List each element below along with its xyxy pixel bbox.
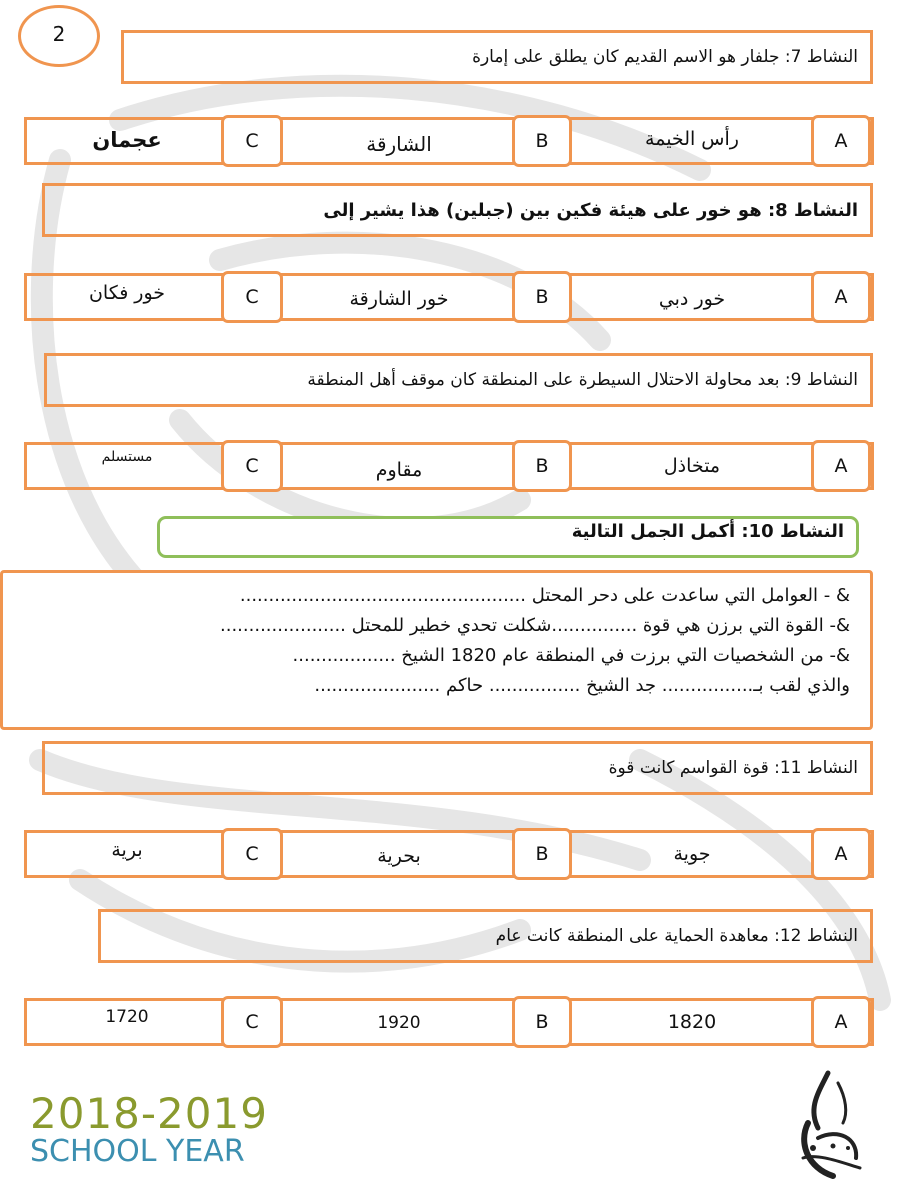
- option-b-label[interactable]: B: [512, 115, 572, 167]
- fill-in-line-3[interactable]: &- من الشخصيات التي برزت في المنطقة عام 1820 الشيخ ..................: [292, 645, 850, 666]
- option-c-label[interactable]: C: [221, 115, 283, 167]
- option-c-label[interactable]: C: [221, 828, 283, 880]
- option-c-label[interactable]: C: [221, 271, 283, 323]
- question-12-box: [98, 909, 873, 963]
- question-8-option-b[interactable]: خور الشارقة: [349, 288, 449, 310]
- fill-in-line-2[interactable]: &- القوة التي برزن هي قوة ...............شكلت تحدي خطير للمحتل ......................: [220, 615, 850, 636]
- school-year-footer: [30, 1089, 268, 1169]
- question-7-options: [24, 117, 874, 165]
- calligraphy-logo: [788, 1068, 868, 1183]
- question-7-box: [121, 30, 873, 84]
- page-number-badge: [18, 5, 100, 67]
- fill-in-line-1[interactable]: & - العوامل التي ساعدت على دحر المحتل ..................................................: [239, 585, 850, 606]
- question-9-box: [44, 353, 873, 407]
- option-a-label[interactable]: A: [811, 115, 871, 167]
- question-8-options: [24, 273, 874, 321]
- question-12-option-b[interactable]: 1920: [377, 1013, 421, 1033]
- question-8-text: النشاط 8: هو خور على هيئة فكين بين (جبلين) هذا يشير إلى: [323, 199, 858, 221]
- question-11-option-b[interactable]: بحرية: [377, 845, 421, 867]
- activity-10-title: النشاط 10: أكمل الجمل التالية: [571, 521, 844, 542]
- option-a-label[interactable]: A: [811, 828, 871, 880]
- option-a-label[interactable]: A: [811, 271, 871, 323]
- question-11-text: النشاط 11: قوة القواسم كانت قوة: [608, 758, 858, 778]
- question-9-option-b[interactable]: مقاوم: [375, 459, 423, 481]
- option-c-label[interactable]: C: [221, 996, 283, 1048]
- option-b-label[interactable]: B: [512, 996, 572, 1048]
- option-c-label[interactable]: C: [221, 440, 283, 492]
- question-8-option-a[interactable]: خور دبي: [658, 288, 726, 310]
- question-12-options: [24, 998, 874, 1046]
- question-11-option-a[interactable]: جوية: [673, 843, 711, 865]
- question-9-options: [24, 442, 874, 490]
- question-12-text: النشاط 12: معاهدة الحماية على المنطقة كانت عام: [495, 926, 858, 946]
- option-a-label[interactable]: A: [811, 996, 871, 1048]
- question-7-option-c[interactable]: عجمان: [92, 128, 162, 152]
- activity-10-fill-in-box: [0, 570, 873, 730]
- activity-10-title-box: [157, 516, 859, 558]
- school-year-label: SCHOOL YEAR: [30, 1134, 245, 1169]
- option-b-label[interactable]: B: [512, 271, 572, 323]
- fill-in-line-4[interactable]: والذي لقب بـ................ جد الشيخ ................ حاكم ......................: [314, 675, 850, 696]
- question-9-text: النشاط 9: بعد محاولة الاحتلال السيطرة على المنطقة كان موقف أهل المنطقة: [307, 370, 858, 390]
- option-b-label[interactable]: B: [512, 440, 572, 492]
- question-8-option-c[interactable]: خور فكان: [88, 282, 166, 304]
- question-11-options: [24, 830, 874, 878]
- question-12-option-a[interactable]: 1820: [667, 1011, 717, 1033]
- question-9-option-a[interactable]: متخاذل: [663, 455, 721, 477]
- school-year-years: 2018-2019: [30, 1089, 268, 1138]
- question-12-option-c[interactable]: 1720: [105, 1007, 149, 1027]
- question-7-option-a[interactable]: رأس الخيمة: [645, 128, 739, 150]
- option-a-label[interactable]: A: [811, 440, 871, 492]
- question-7-option-b[interactable]: الشارقة: [366, 132, 432, 156]
- page-number: 2: [52, 22, 66, 46]
- question-7-text: النشاط 7: جلفار هو الاسم القديم كان يطلق على إمارة: [472, 47, 858, 67]
- question-8-box: [42, 183, 873, 237]
- question-11-option-c[interactable]: برية: [111, 839, 143, 861]
- question-11-box: [42, 741, 873, 795]
- option-b-label[interactable]: B: [512, 828, 572, 880]
- question-9-option-c[interactable]: مستسلم: [101, 449, 153, 465]
